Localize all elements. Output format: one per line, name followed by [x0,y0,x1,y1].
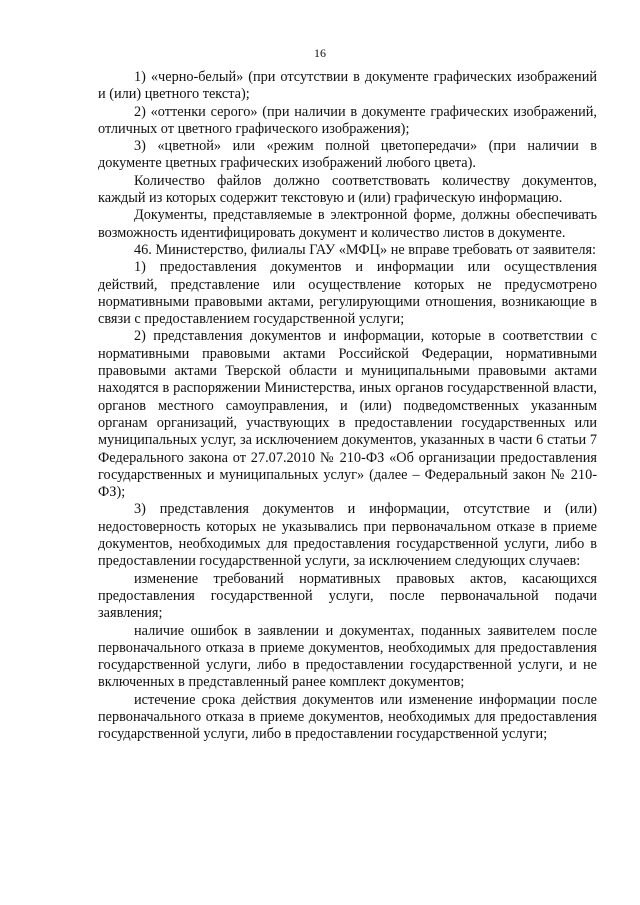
paragraph-bw-mode: 1) «черно-белый» (при отсутствии в документе графических изображений и (или) цветного текста); [98,69,597,103]
paragraph-electronic-documents: Документы, представляемые в электронной форме, должны обеспечивать возможность идентифицировать документ и количество листов в документе. [98,207,597,241]
paragraph-exception-3: истечение срока действия документов или изменение информации после первоначального отказа в приеме документов, необходимых для предоставления государственной услуги, либо в предоставлении государственной услуги; [98,691,597,743]
document-body [98,69,597,744]
paragraph-item-3: 3) представления документов и информации, отсутствие и (или) недостоверность которых не указывались при первоначальном отказе в приеме документов, необходимых для предоставления государственной услуги, либо в предоставлении государственной услуги, за исключением следующих случаев: [98,501,597,570]
page-number: 16 [314,46,326,60]
paragraph-exception-2: наличие ошибок в заявлении и документах, поданных заявителем после первоначального отказа в приеме документов, необходимых для предоставления государственной услуги, либо в предоставлении государственной услуги, и не включенных в представленный ранее комплект документов; [98,622,597,691]
paragraph-file-count: Количество файлов должно соответствовать количеству документов, каждый из которых содержит текстовую и (или) графическую информацию. [98,172,597,207]
paragraph-color-mode: 3) «цветной» или «режим полной цветопередачи» (при наличии в документе цветных графических изображений любого цвета). [98,138,597,172]
paragraph-exception-1: изменение требований нормативных правовых актов, касающихся предоставления государственной услуги, после первоначальной подачи заявления; [98,570,597,622]
paragraph-grayscale-mode: 2) «оттенки серого» (при наличии в документе графических изображений, отличных от цветного графического изображения); [98,103,597,137]
paragraph-item-1: 1) предоставления документов и информации или осуществления действий, представление или осуществление которых не предусмотрено нормативными правовыми актами, регулирующими отношения, возникающие в связи с предоставлением государственной услуги; [98,259,597,328]
paragraph-section-46: 46. Министерство, филиалы ГАУ «МФЦ» не вправе требовать от заявителя: [134,241,597,258]
paragraph-item-2: 2) представления документов и информации, которые в соответствии с нормативными правовыми актами Российской Федерации, нормативными правовыми актами Тверской области и муниципальными правовыми актами находятся в распоряжении Министерства, иных органов государственной власти, органов местного самоуправления, и (или) подведомственных указанным органам организаций, участвующих в предоставлении государственных или муниципальных услуг, за исключением документов, указанных в части 6 статьи 7 Федерального закона от 27.07.2010 № 210-ФЗ «Об организации предоставления государственных и муниципальных услуг» (далее – Федеральный закон № 210-ФЗ); [98,328,597,501]
